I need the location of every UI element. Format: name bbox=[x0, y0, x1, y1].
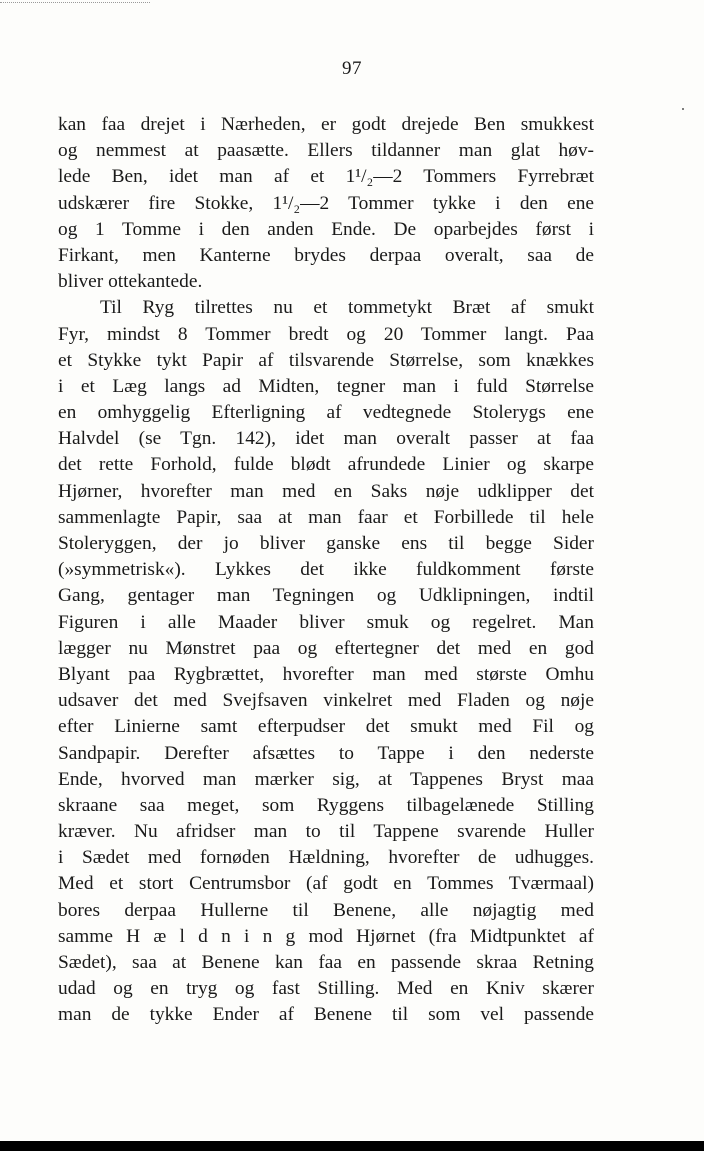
text-line: Gang, gentager man Tegningen og Udklipningen, indtil bbox=[58, 585, 594, 607]
text-line: Til Ryg tilrettes nu et tommetykt Bræt af smukt bbox=[100, 297, 594, 319]
text-line: kan faa drejet i Nærheden, er godt drejede Ben smukkest bbox=[58, 114, 594, 135]
text-line: et Stykke tykt Papir af tilsvarende Størrelse, som knækkes bbox=[58, 349, 594, 371]
text-line: Stoleryggen, der jo bliver ganske ens til begge Sider bbox=[58, 533, 594, 554]
text-line: sammenlagte Papir, saa at man faar et Forbillede til hele bbox=[58, 506, 594, 528]
text-line: Fyr, mindst 8 Tommer bredt og 20 Tommer langt. Paa bbox=[58, 323, 594, 345]
text-line: Med et stort Centrumsbor (af godt en Tommes Tværmaal) bbox=[58, 873, 594, 895]
text-line: udskærer fire Stokke, 1¹/₂—2 Tommer tykke i den ene bbox=[58, 192, 594, 214]
text-line: Firkant, men Kanterne brydes derpaa overalt, saa de bbox=[58, 244, 594, 266]
text-line: lede Ben, idet man af et 1¹/₂—2 Tommers Fyrrebræt bbox=[58, 166, 594, 188]
text-line: kræver. Nu afridser man to til Tappene svarende Huller bbox=[58, 821, 594, 843]
text-line: udad og en tryg og fast Stilling. Med en Kniv skærer bbox=[58, 978, 594, 1000]
text-line: Halvdel (se Tgn. 142), idet man overalt passer at faa bbox=[58, 428, 594, 450]
text-line: skraane saa meget, som Ryggens tilbagelænede Stilling bbox=[58, 794, 594, 816]
text-line: og 1 Tomme i den anden Ende. De oparbejdes først i bbox=[58, 218, 594, 240]
text-line: samme H æ l d n i n g mod Hjørnet (fra Midtpunktet af bbox=[58, 925, 594, 947]
page-number: 97 bbox=[342, 58, 362, 79]
text-line: Blyant paa Rygbrættet, hvorefter man med største Omhu bbox=[58, 663, 594, 685]
text-line: udsaver det med Svejfsaven vinkelret med Fladen og nøje bbox=[58, 690, 594, 712]
text-line: en omhyggelig Efterligning af vedtegnede Stolerygs ene bbox=[58, 402, 594, 424]
text-line: i et Læg langs ad Midten, tegner man i fuld Størrelse bbox=[58, 375, 594, 397]
text-line: det rette Forhold, fulde blødt afrundede Linier og skarpe bbox=[58, 454, 594, 476]
text-line: Ende, hvorved man mærker sig, at Tappenes Bryst maa bbox=[58, 768, 594, 790]
text-line: bores derpaa Hullerne til Benene, alle nøjagtig med bbox=[58, 899, 594, 921]
body-text bbox=[58, 112, 594, 1029]
text-line: Hjørner, hvorefter man med en Saks nøje udklipper det bbox=[58, 480, 594, 502]
text-line: i Sædet med fornøden Hældning, hvorefter de udhugges. bbox=[58, 847, 594, 869]
text-line: efter Linierne samt efterpudser det smukt med Fil og bbox=[58, 716, 594, 738]
text-line: Sædet), saa at Benene kan faa en passende skraa Retning bbox=[58, 952, 594, 973]
text-line: Figuren i alle Maader bliver smuk og regelret. Man bbox=[58, 611, 594, 633]
top-edge-rule bbox=[0, 2, 150, 3]
paper-speck bbox=[682, 108, 684, 110]
scan-bottom-edge bbox=[0, 1141, 704, 1151]
text-line: man de tykke Ender af Benene til som vel passende bbox=[58, 1004, 594, 1026]
text-line: (»symmetrisk«). Lykkes det ikke fuldkomment første bbox=[58, 559, 594, 581]
text-line: lægger nu Mønstret paa og eftertegner det med en god bbox=[58, 637, 594, 659]
text-line: og nemmest at paasætte. Ellers tildanner man glat høv- bbox=[58, 140, 594, 162]
text-line: bliver ottekantede. bbox=[58, 271, 203, 293]
text-line: Sandpapir. Derefter afsættes to Tappe i den nederste bbox=[58, 742, 594, 764]
